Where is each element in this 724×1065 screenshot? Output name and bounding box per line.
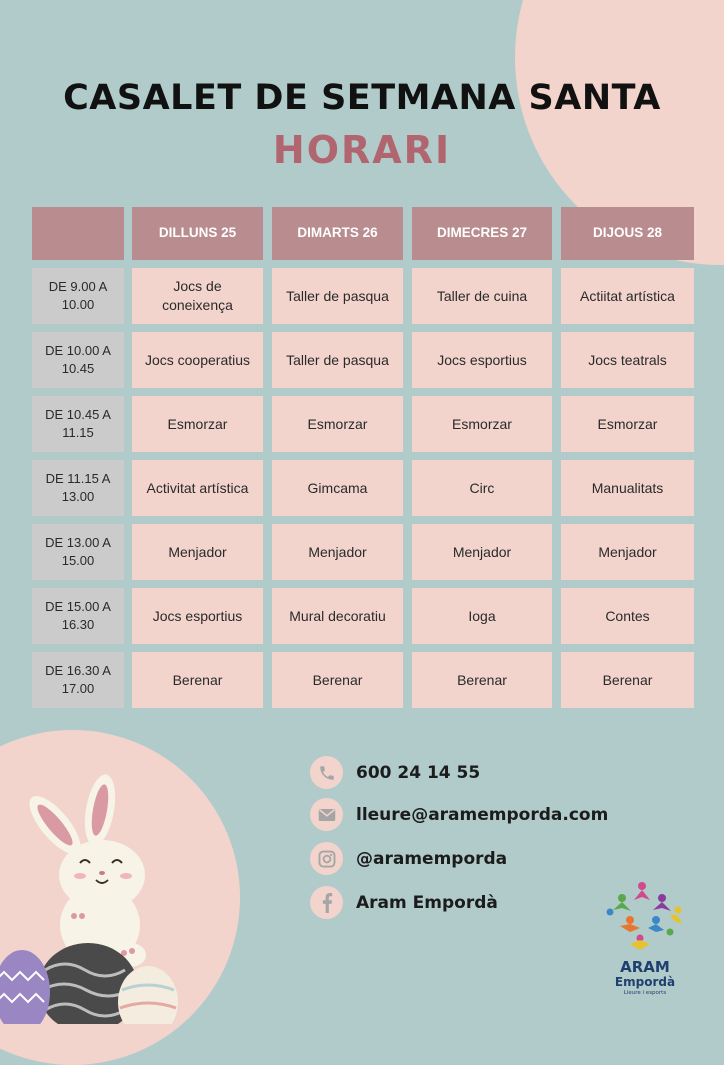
- activity-cell: Menjador: [561, 524, 694, 580]
- contact-instagram[interactable]: [310, 842, 507, 875]
- instagram-handle: @aramemporda: [356, 848, 508, 869]
- activity-cell: Esmorzar: [272, 396, 403, 452]
- facebook-name: Aram Empordà: [356, 892, 498, 913]
- activity-cell: Berenar: [561, 652, 694, 708]
- activity-cell: Activitat artística: [132, 460, 263, 516]
- phone-number: 600 24 14 55: [356, 762, 481, 783]
- time-slot: DE 10.00 A 10.45: [32, 332, 124, 388]
- logo-subname: Empordà: [614, 975, 676, 989]
- activity-cell: Contes: [561, 588, 694, 644]
- activity-cell: Jocs cooperatius: [132, 332, 263, 388]
- email-address: lleure@aramemporda.com: [356, 804, 609, 825]
- activity-cell: Menjador: [412, 524, 552, 580]
- activity-cell: Jocs teatrals: [561, 332, 694, 388]
- day-header: DILLUNS 25: [132, 207, 263, 260]
- activity-cell: Berenar: [132, 652, 263, 708]
- logo-tagline: Lleure i esports: [623, 990, 667, 996]
- contact-facebook[interactable]: [310, 886, 498, 919]
- activity-cell: Berenar: [412, 652, 552, 708]
- time-slot: DE 15.00 A 16.30: [32, 588, 124, 644]
- envelope-icon: [310, 798, 343, 831]
- time-slot: DE 10.45 A 11.15: [32, 396, 124, 452]
- activity-cell: Taller de pasqua: [272, 332, 403, 388]
- table-corner-cell: [32, 207, 124, 260]
- activity-cell: Berenar: [272, 652, 403, 708]
- page-subtitle: HORARI: [272, 128, 452, 172]
- day-header: DIJOUS 28: [561, 207, 694, 260]
- activity-cell: Menjador: [132, 524, 263, 580]
- phone-icon: [310, 756, 343, 789]
- activity-cell: Menjador: [272, 524, 403, 580]
- activity-cell: Jocs esportius: [412, 332, 552, 388]
- contact-phone[interactable]: [310, 756, 480, 789]
- activity-cell: Manualitats: [561, 460, 694, 516]
- activity-cell: Ioga: [412, 588, 552, 644]
- activity-cell: Esmorzar: [561, 396, 694, 452]
- easter-bunny-illustration: [0, 770, 200, 1024]
- activity-cell: Taller de pasqua: [272, 268, 403, 324]
- facebook-icon: [310, 886, 343, 919]
- time-slot: DE 16.30 A 17.00: [32, 652, 124, 708]
- page-title: CASALET DE SETMANA SANTA: [63, 78, 661, 118]
- activity-cell: Jocs de coneixença: [132, 268, 263, 324]
- activity-cell: Actiitat artística: [561, 268, 694, 324]
- day-header: DIMECRES 27: [412, 207, 552, 260]
- time-slot: DE 13.00 A 15.00: [32, 524, 124, 580]
- time-slot: DE 11.15 A 13.00: [32, 460, 124, 516]
- time-slot: DE 9.00 A 10.00: [32, 268, 124, 324]
- activity-cell: Esmorzar: [412, 396, 552, 452]
- activity-cell: Gimcama: [272, 460, 403, 516]
- day-header: DIMARTS 26: [272, 207, 403, 260]
- activity-cell: Jocs esportius: [132, 588, 263, 644]
- logo-name: ARAM: [620, 958, 670, 976]
- contact-email[interactable]: [310, 798, 608, 831]
- instagram-icon: [310, 842, 343, 875]
- logo-figures-icon: [600, 880, 690, 958]
- activity-cell: Esmorzar: [132, 396, 263, 452]
- activity-cell: Mural decoratiu: [272, 588, 403, 644]
- activity-cell: Taller de cuina: [412, 268, 552, 324]
- aram-emporda-logo: [600, 880, 690, 1000]
- activity-cell: Circ: [412, 460, 552, 516]
